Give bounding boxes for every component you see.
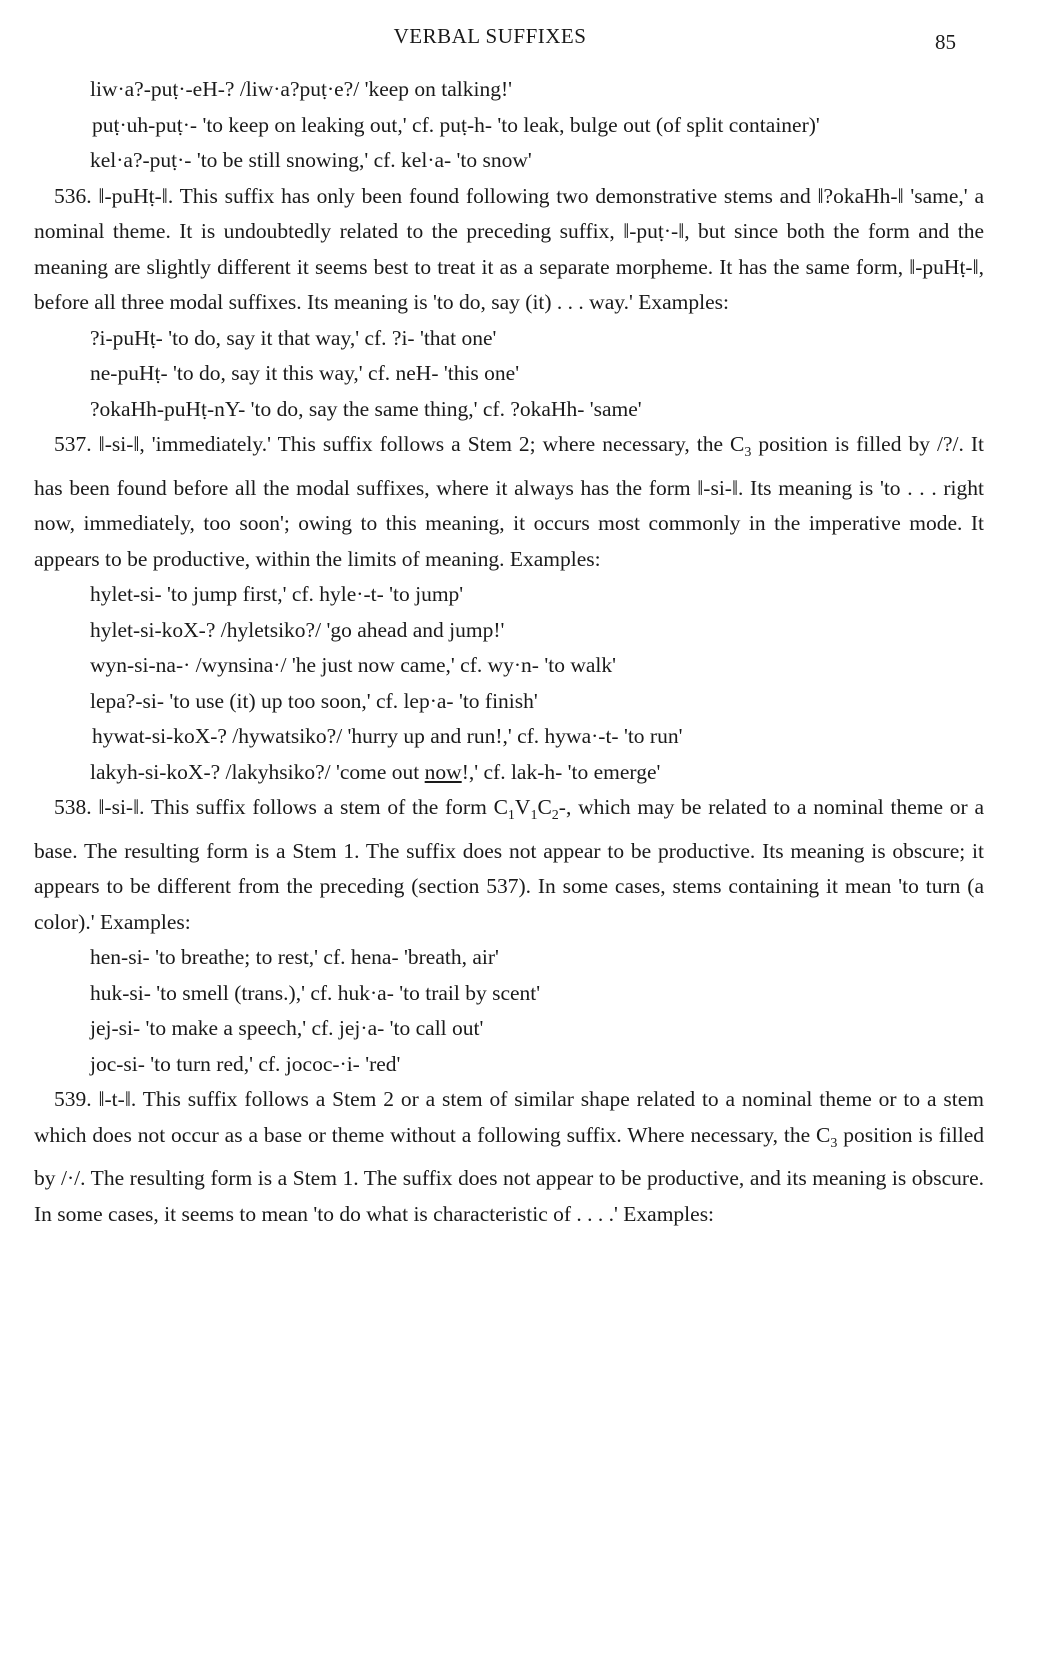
- section-number: 539.: [54, 1087, 92, 1111]
- example-text: !,' cf. lak-h- 'to emerge': [461, 759, 661, 784]
- example-line: liw·a?-puṭ·-eH-? /liw·a?puṭ·e?/ 'keep on talking!': [90, 77, 513, 101]
- example-line: kel·a?-puṭ·- 'to be still snowing,' cf. kel·a- 'to snow': [90, 148, 532, 172]
- example-line: joc-si- 'to turn red,' cf. jococ-·i- 'red': [90, 1051, 401, 1076]
- example-line: ?i-puHṭ- 'to do, say it that way,' cf. ?i- 'that one': [90, 325, 497, 350]
- section-text: -, which may be related to a nominal theme or a base. The resulting form is a Stem 1. The suffix does not appear to be productive. Its meaning is obscure; it appears to be different from the preceding (section 537). In some cases, stems containing it mean 'to turn (a color).' Examples:: [34, 795, 984, 934]
- section-text: ‖-t-‖. This suffix follows a Stem 2 or a stem of similar shape related to a nominal theme or to a stem which does not occur as a base or theme without a following suffix. Where necessary, the C: [34, 1087, 984, 1147]
- section-536: [34, 179, 984, 321]
- example-line: hen-si- 'to breathe; to rest,' cf. hena- 'breath, air': [90, 945, 499, 969]
- example-line: huk-si- 'to smell (trans.),' cf. huk·a- 'to trail by scent': [90, 980, 541, 1005]
- section-number: 536.: [54, 183, 92, 208]
- page-header: [0, 22, 1044, 58]
- example-line: lepa?-si- 'to use (it) up too soon,' cf. lep·a- 'to finish': [90, 688, 538, 713]
- example-text: lakyh-si-koX-? /lakyhsiko?/ 'come out: [90, 759, 425, 784]
- page-number: 85: [935, 30, 956, 54]
- example-line: hylet-si-koX-? /hyletsiko?/ 'go ahead and jump!': [90, 617, 505, 642]
- section-538: [34, 790, 984, 940]
- section-539: [34, 1082, 984, 1232]
- example-line: jej-si- 'to make a speech,' cf. jej·a- 'to call out': [90, 1016, 484, 1040]
- section-text: ‖-puHṭ-‖. This suffix has only been found following two demonstrative stems and ‖?okaHh-‖ 'same,' a nominal theme. It is undoubtedly related to the preceding suffix, ‖-puṭ·-‖, but since both the form and the meaning are slightly different it seems best to treat it as a separate morpheme. It has the same form, ‖-puHṭ-‖, before all three modal suffixes. Its meaning is 'to do, say (it) . . . way.' Examples:: [34, 183, 985, 314]
- example-line: hylet-si- 'to jump first,' cf. hyle·-t- 'to jump': [90, 582, 464, 606]
- formula-part: C: [537, 795, 552, 819]
- subscript: 3: [744, 445, 752, 460]
- section-text: ‖-si-‖. This suffix follows a stem of the form C: [98, 795, 508, 819]
- example-line: ?okaHh-puHṭ-nY- 'to do, say the same thing,' cf. ?okaHh- 'same': [90, 396, 642, 421]
- example-line: ne-puHṭ- 'to do, say it this way,' cf. neH- 'this one': [90, 361, 520, 385]
- section-number: 538.: [54, 795, 92, 819]
- subscript: 2: [551, 808, 559, 823]
- subscript: 1: [530, 808, 538, 823]
- body-text: [34, 72, 984, 1232]
- formula-part: V: [514, 795, 531, 819]
- running-title: VERBAL SUFFIXES: [393, 24, 587, 48]
- example-line: puṭ·uh-puṭ·- 'to keep on leaking out,' cf. puṭ-h- 'to leak, bulge out (of split container)': [92, 112, 820, 137]
- example-line: wyn-si-na-· /wynsina·/ 'he just now came,' cf. wy·n- 'to walk': [90, 653, 616, 677]
- section-number: 537.: [54, 432, 92, 456]
- section-537: [34, 427, 984, 577]
- subscript: 3: [830, 1135, 838, 1151]
- example-line: hywat-si-koX-? /hywatsiko?/ 'hurry up and run!,' cf. hywa·-t- 'to run': [92, 724, 683, 748]
- underlined-word: now: [424, 759, 462, 784]
- section-text: position is filled by /?/. It has been found before all the modal suffixes, where it always has the form ‖-si-‖. Its meaning is 'to . . . right now, immediately, too soon'; owing to this meaning, it occurs most commonly in the imperative mode. It appears to be productive, within the limits of meaning. Examples:: [34, 432, 985, 571]
- subscript: 1: [507, 808, 515, 823]
- section-text: ‖-si-‖, 'immediately.' This suffix follows a Stem 2; where necessary, the C: [98, 432, 745, 456]
- example-line: [34, 755, 984, 791]
- section-text: position is filled by /·/. The resulting form is a Stem 1. The suffix does not appear to be productive, and its meaning is obscure. In some cases, it seems to mean 'to do what is characteristic of . . . .' Examples:: [34, 1122, 985, 1226]
